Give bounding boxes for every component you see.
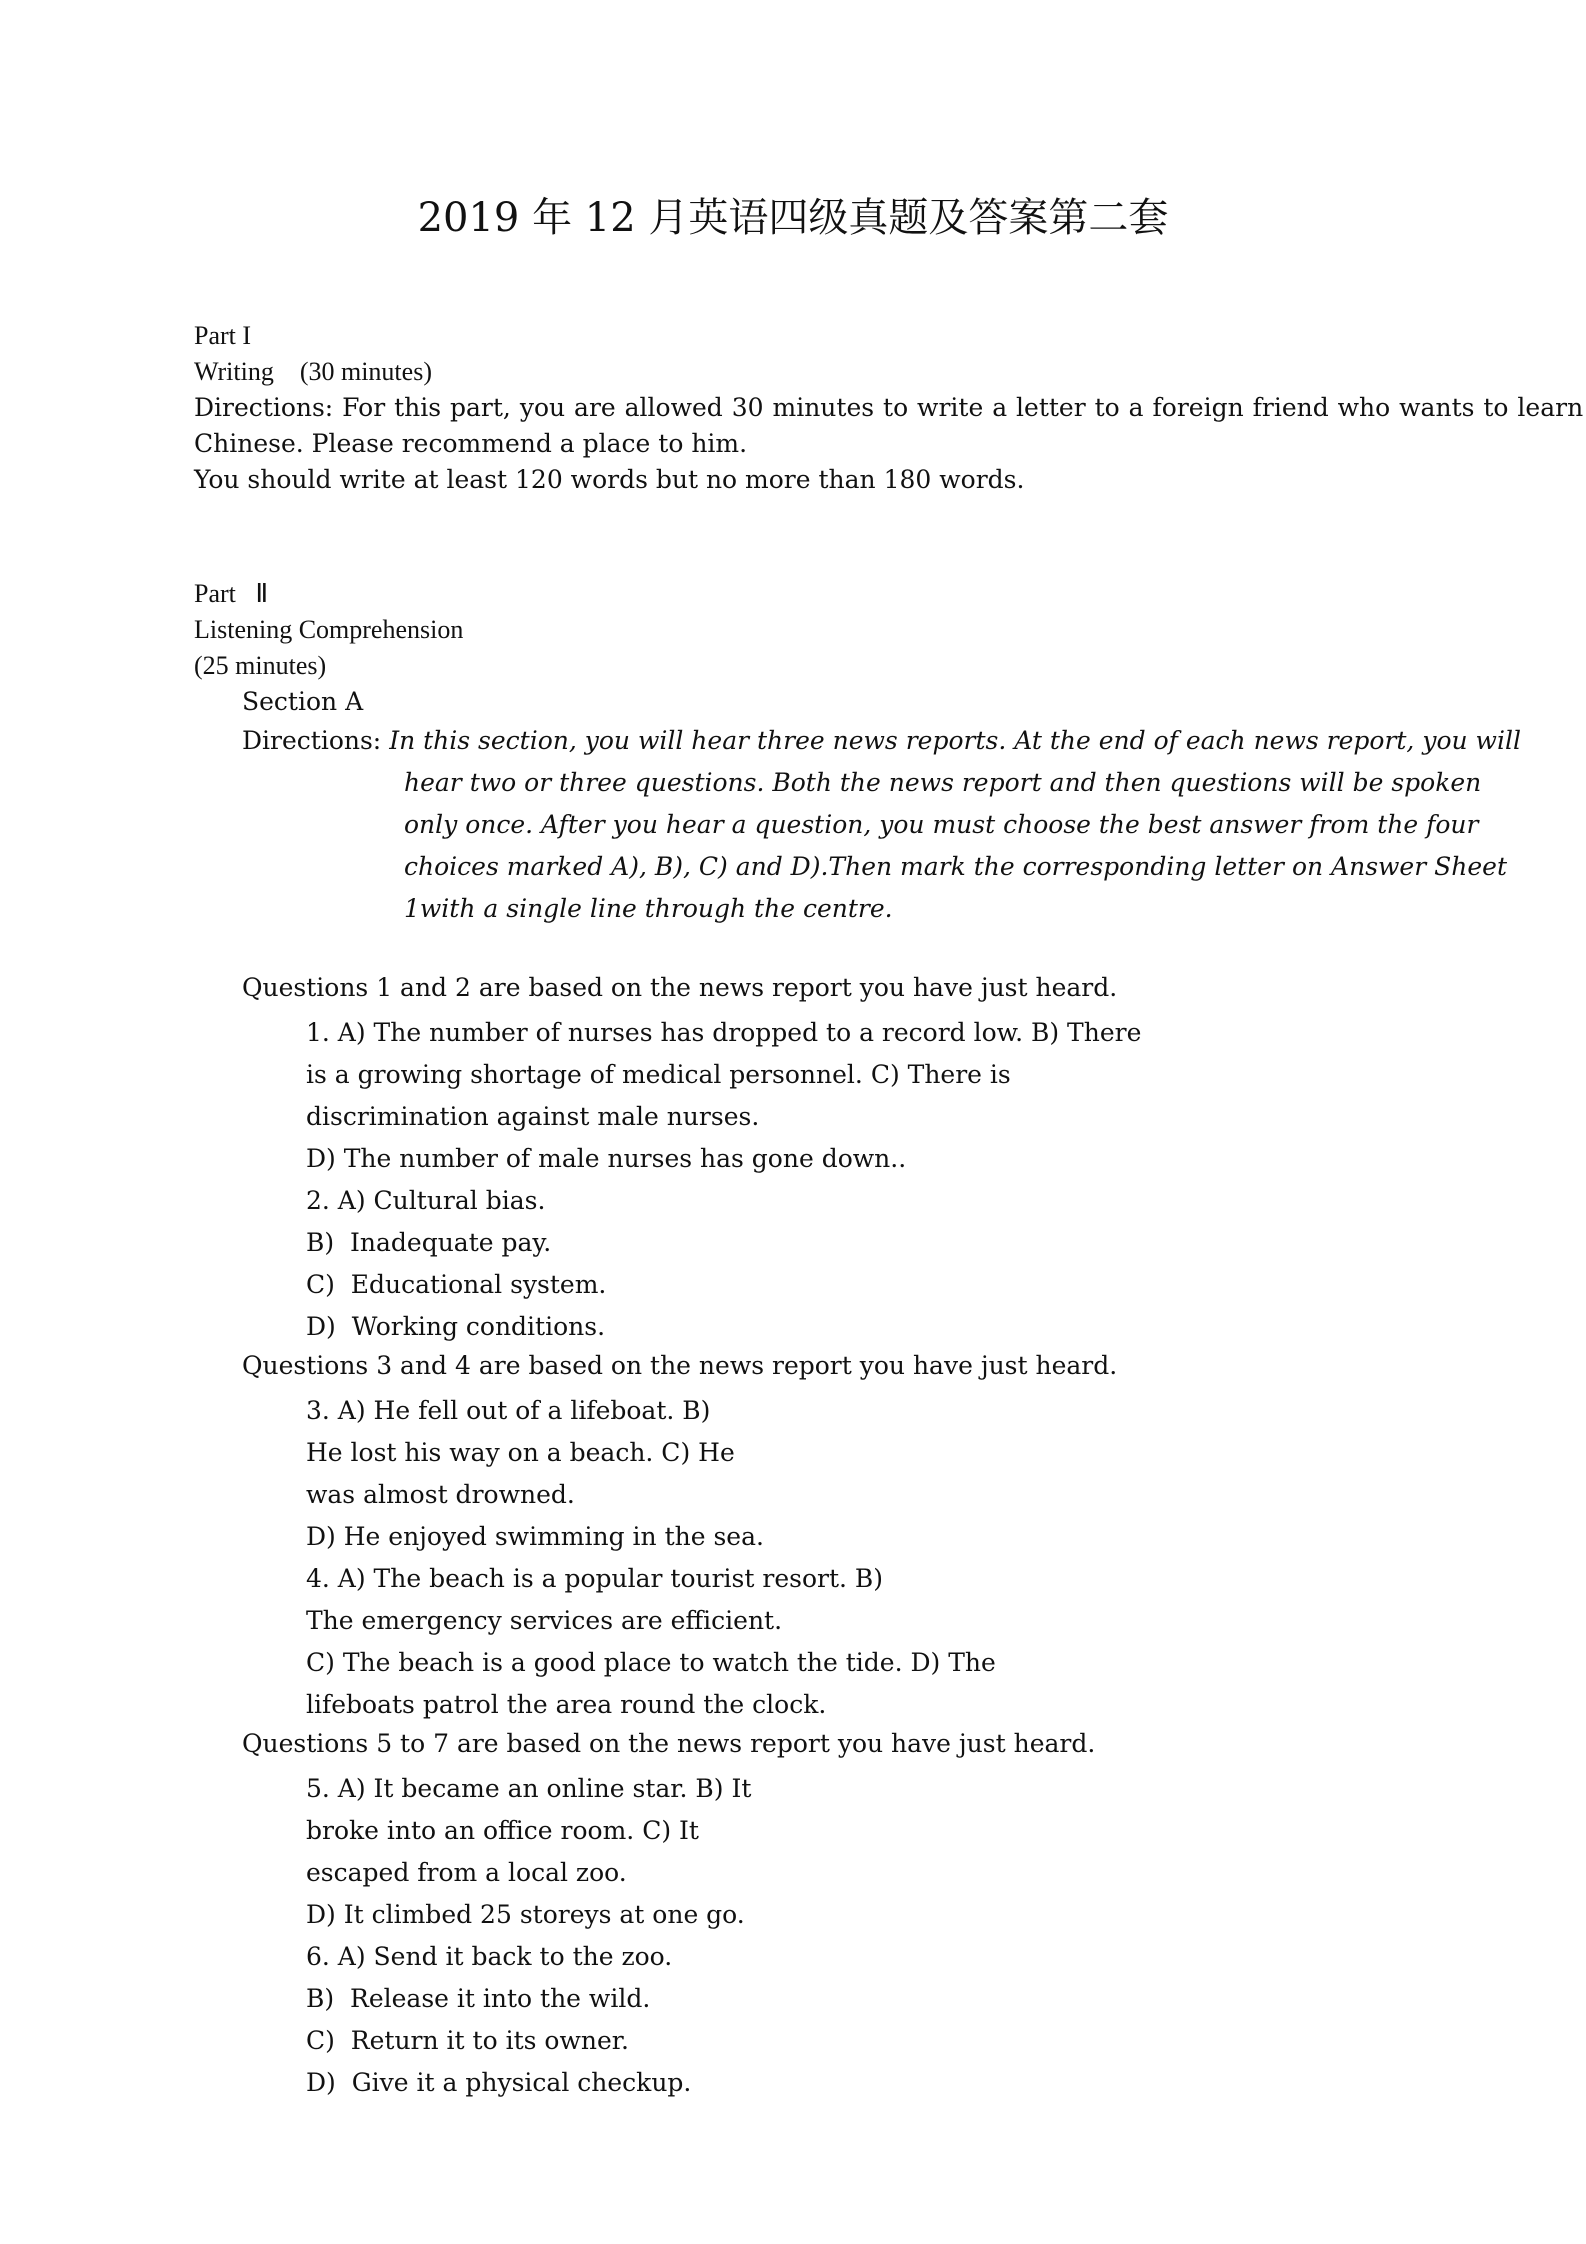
question-line: D) He enjoyed swimming in the sea. (306, 1522, 764, 1551)
directions-line: 1with a single line through the centre. (404, 894, 893, 923)
question-line: D) Working conditions. (306, 1312, 606, 1341)
part1-directions (194, 390, 1584, 498)
group-intro: Questions 1 and 2 are based on the news report you have just heard. (242, 973, 1118, 1002)
question-line: C) Return it to its owner. (306, 2026, 629, 2055)
part2-heading: Listening Comprehension (194, 615, 464, 644)
question-line: was almost drowned. (306, 1480, 575, 1509)
part2-label: Part Ⅱ (194, 579, 269, 608)
part1-directions-line: Directions: For this part, you are allowed 30 minutes to write a letter to a foreign friend who wants to learn (194, 393, 1584, 422)
question-line: 6. A) Send it back to the zoo. (306, 1942, 673, 1971)
question-group-intro (242, 970, 1117, 1006)
group-intro: Questions 3 and 4 are based on the news report you have just heard. (242, 1351, 1118, 1380)
question-line: 5. A) It became an online star. B) It (306, 1774, 752, 1803)
page-title: 2019 年 12 月英语四级真题及答案第二套 (417, 195, 1169, 241)
question-group-options (306, 1390, 996, 1726)
question-line: B) Inadequate pay. (306, 1228, 552, 1257)
part1-requirement: You should write at least 120 words but no more than 180 words. (194, 465, 1025, 494)
question-group-intro (242, 1726, 1095, 1762)
question-line: He lost his way on a beach. C) He (306, 1438, 735, 1467)
section-a-directions-cont (404, 762, 1507, 930)
question-line: D) It climbed 25 storeys at one go. (306, 1900, 745, 1929)
question-line: 4. A) The beach is a popular tourist resort. B) (306, 1564, 884, 1593)
directions-line: hear two or three questions. Both the news report and then questions will be spoken (404, 768, 1482, 797)
question-line: discrimination against male nurses. (306, 1102, 760, 1131)
part2-header (194, 576, 463, 684)
question-line: C) The beach is a good place to watch the tide. D) The (306, 1648, 996, 1677)
question-line: is a growing shortage of medical personnel. C) There is (306, 1060, 1011, 1089)
question-line: The emergency services are efficient. (306, 1606, 783, 1635)
question-line: escaped from a local zoo. (306, 1858, 627, 1887)
part1-directions-line: Chinese. Please recommend a place to him. (194, 429, 748, 458)
question-line: D) The number of male nurses has gone down.. (306, 1144, 907, 1173)
question-line: 3. A) He fell out of a lifeboat. B) (306, 1396, 711, 1425)
group-intro: Questions 5 to 7 are based on the news report you have just heard. (242, 1729, 1096, 1758)
part2-time: (25 minutes) (194, 651, 327, 680)
section-a-directions (242, 720, 1521, 762)
question-group-options (306, 1768, 751, 2104)
directions-line: choices marked A), B), C) and D).Then mark the corresponding letter on Answer Sheet (404, 852, 1507, 881)
directions-line: In this section, you will hear three news reports. At the end of each news report, you will (389, 726, 1521, 755)
part1-heading: Writing (30 minutes) (194, 357, 432, 386)
part1-label: Part I (194, 321, 252, 350)
question-line: 2. A) Cultural bias. (306, 1186, 546, 1215)
question-line: broke into an office room. C) It (306, 1816, 699, 1845)
question-line: 1. A) The number of nurses has dropped to a record low. B) There (306, 1018, 1142, 1047)
part1-heading-block (194, 354, 432, 390)
question-line: C) Educational system. (306, 1270, 607, 1299)
part1-label-block (194, 318, 251, 354)
question-line: lifeboats patrol the area round the clock. (306, 1690, 827, 1719)
question-group-options (306, 1012, 1141, 1348)
section-label: Section A (242, 687, 364, 716)
directions-line: only once. After you hear a question, you must choose the best answer from the four (404, 810, 1479, 839)
section-a-block (242, 684, 363, 720)
question-group-intro (242, 1348, 1117, 1384)
question-line: B) Release it into the wild. (306, 1984, 651, 2013)
directions-label: Directions: (242, 726, 382, 755)
question-line: D) Give it a physical checkup. (306, 2068, 692, 2097)
